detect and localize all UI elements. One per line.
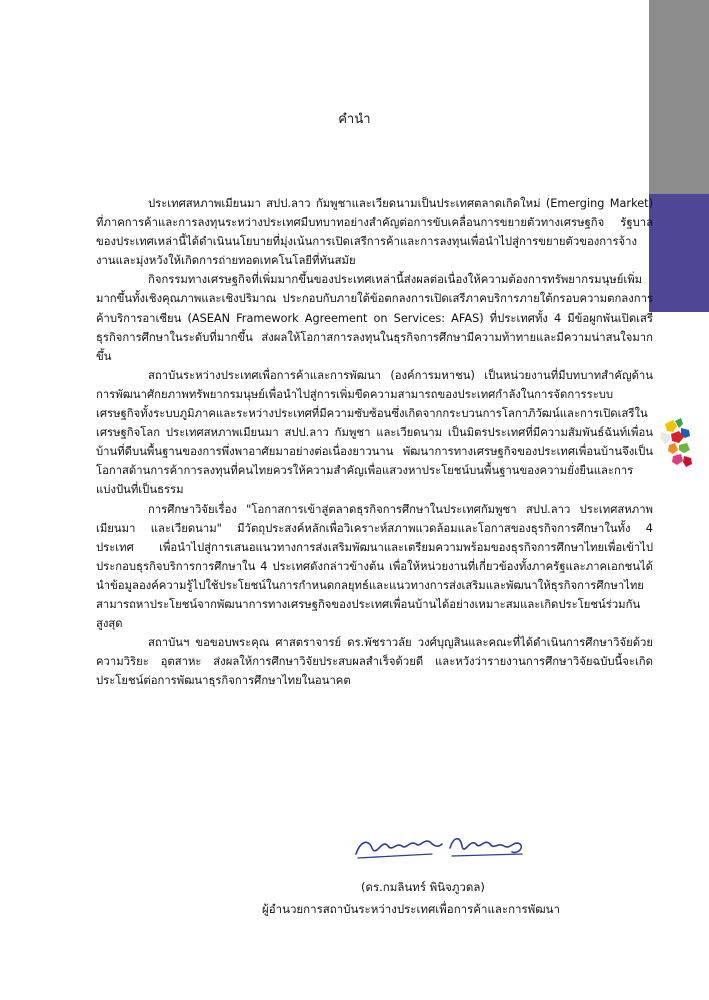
foreword-body: [96, 194, 653, 690]
chapter-side-tab-accent: [649, 194, 709, 312]
paragraph: การศึกษาวิจัยเรื่อง "โอกาสการเข้าสู่ตลาดธุรกิจการศึกษาในประเทศกัมพูชา สปป.ลาว ประเทศสหภาพเมียนมา และเวียดนาม" มีวัตถุประสงค์หลักเพื่อวิเคราะห์สภาพแวดล้อมและโอกาสของธุรกิจการศึกษาในทั้ง 4 ประเทศ เพื่อนำไปสู่การเสนอแนวทางการส่งเสริมพัฒนาและเตรียมความพร้อมของธุรกิจการศึกษาไทยเพื่อเข้าไปประกอบธุรกิจบริการการศึกษาใน 4 ประเทศดังกล่าวข้างต้น เพื่อให้หน่วยงานที่เกี่ยวข้องทั้งภาครัฐและภาคเอกชนได้นำข้อมูลองค์ความรู้ไปใช้ประโยชน์ในการกำหนดกลยุทธ์และแนวทางการส่งเสริมและพัฒนาให้ธุรกิจการศึกษาไทยสามารถหาประโยชน์จากพัฒนาการทางเศรษฐกิจของประเทศเพื่อนบ้านได้อย่างเหมาะสมและเกิดประโยชน์ร่วมกันสูงสุด: [96, 502, 653, 631]
signatory-position: ผู้อำนวยการสถาบันระหว่างประเทศเพื่อการค้าและการพัฒนา: [262, 902, 560, 916]
page-title: คำนำ: [338, 112, 371, 127]
asean-map-emblem-icon: [659, 416, 697, 470]
signatory-name: (ดร.กมลินทร์ พินิจภูวดล): [361, 880, 485, 894]
paragraph: สถาบันฯ ขอขอบพระคุณ ศาสตราจารย์ ดร.พัชราวลัย วงศ์บุญสินและคณะที่ได้ดำเนินการศึกษาวิจัยด้วยความวิริยะ อุตสาหะ ส่งผลให้การศึกษาวิจัยประสบผลสำเร็จด้วยดี และหวังว่ารายงานการศึกษาวิจัยฉบับนี้จะเกิดประโยชน์ต่อการพัฒนาธุรกิจการศึกษาไทยในอนาคต: [96, 636, 653, 688]
paragraph: ประเทศสหภาพเมียนมา สปป.ลาว กัมพูชาและเวียดนามเป็นประเทศตลาดเกิดใหม่ (Emerging Market) ที่ภาคการค้าและการลงทุนระหว่างประเทศมีบทบาทอย่างสำคัญต่อการขับเคลื่อนการขยายตัวทางเศรษฐกิจ รัฐบาลของประเทศเหล่านี้ได้ดำเนินนโยบายที่มุ่งเน้นการเปิดเสรีการค้าและการลงทุนเพื่อนำไปสู่การขยายตัวของการจ้างงานและมุ่งหวังให้เกิดการถ่ายทอดเทคโนโลยีที่ทันสมัย: [96, 197, 653, 268]
paragraph: สถาบันระหว่างประเทศเพื่อการค้าและการพัฒนา (องค์การมหาชน) เป็นหน่วยงานที่มีบทบาทสำคัญด้านการพัฒนาศักยภาพทรัพยากรมนุษย์เพื่อนำไปสู่การเพิ่มขีดความสามารถของประเทศกำลังในการจัดการระบบเศรษฐกิจทั้งระบบภูมิภาคและระหว่างประเทศที่มีความซับซ้อนซึ่งเกิดจากกระบวนการโลกาภิวัฒน์และการเปิดเสรีในเศรษฐกิจโลก ประเทศสหภาพเมียนมา สปป.ลาว กัมพูชา และเวียดนาม เป็นมิตรประเทศที่มีความสัมพันธ์ฉันท์เพื่อนบ้านที่ดีบนพื้นฐานของการพึ่งพาอาศัยมาอย่างต่อเนื่องยาวนาน พัฒนาการทางเศรษฐกิจของประเทศเพื่อนบ้านจึงเป็นโอกาสด้านการค้าการลงทุนที่คนไทยควรให้ความสำคัญเพื่อแสวงหาประโยชน์บนพื้นฐานของความยั่งยืนและการแบ่งปันที่เป็นธรรม: [96, 368, 653, 497]
paragraph: กิจกรรมทางเศรษฐกิจที่เพิ่มมากขึ้นของประเทศเหล่านี้ส่งผลต่อเนื่องให้ความต้องการทรัพยากรมนุษย์เพิ่มมากขึ้นทั้งเชิงคุณภาพและเชิงปริมาณ ประกอบกับภายใต้ข้อตกลงการเปิดเสรีภาคบริการภายใต้กรอบความตกลงการค้าบริการอาเซียน (ASEAN Framework Agreement on Services: AFAS) ที่ประเทศทั้ง 4 มีข้อผูกพันเปิดเสรีธุรกิจการศึกษาในระดับที่มากขึ้น ส่งผลให้โอกาสการลงทุนในธุรกิจการศึกษามีความท้าทายและมีความน่าสนใจมากขึ้น: [96, 273, 653, 363]
handwritten-signature: [352, 824, 532, 866]
